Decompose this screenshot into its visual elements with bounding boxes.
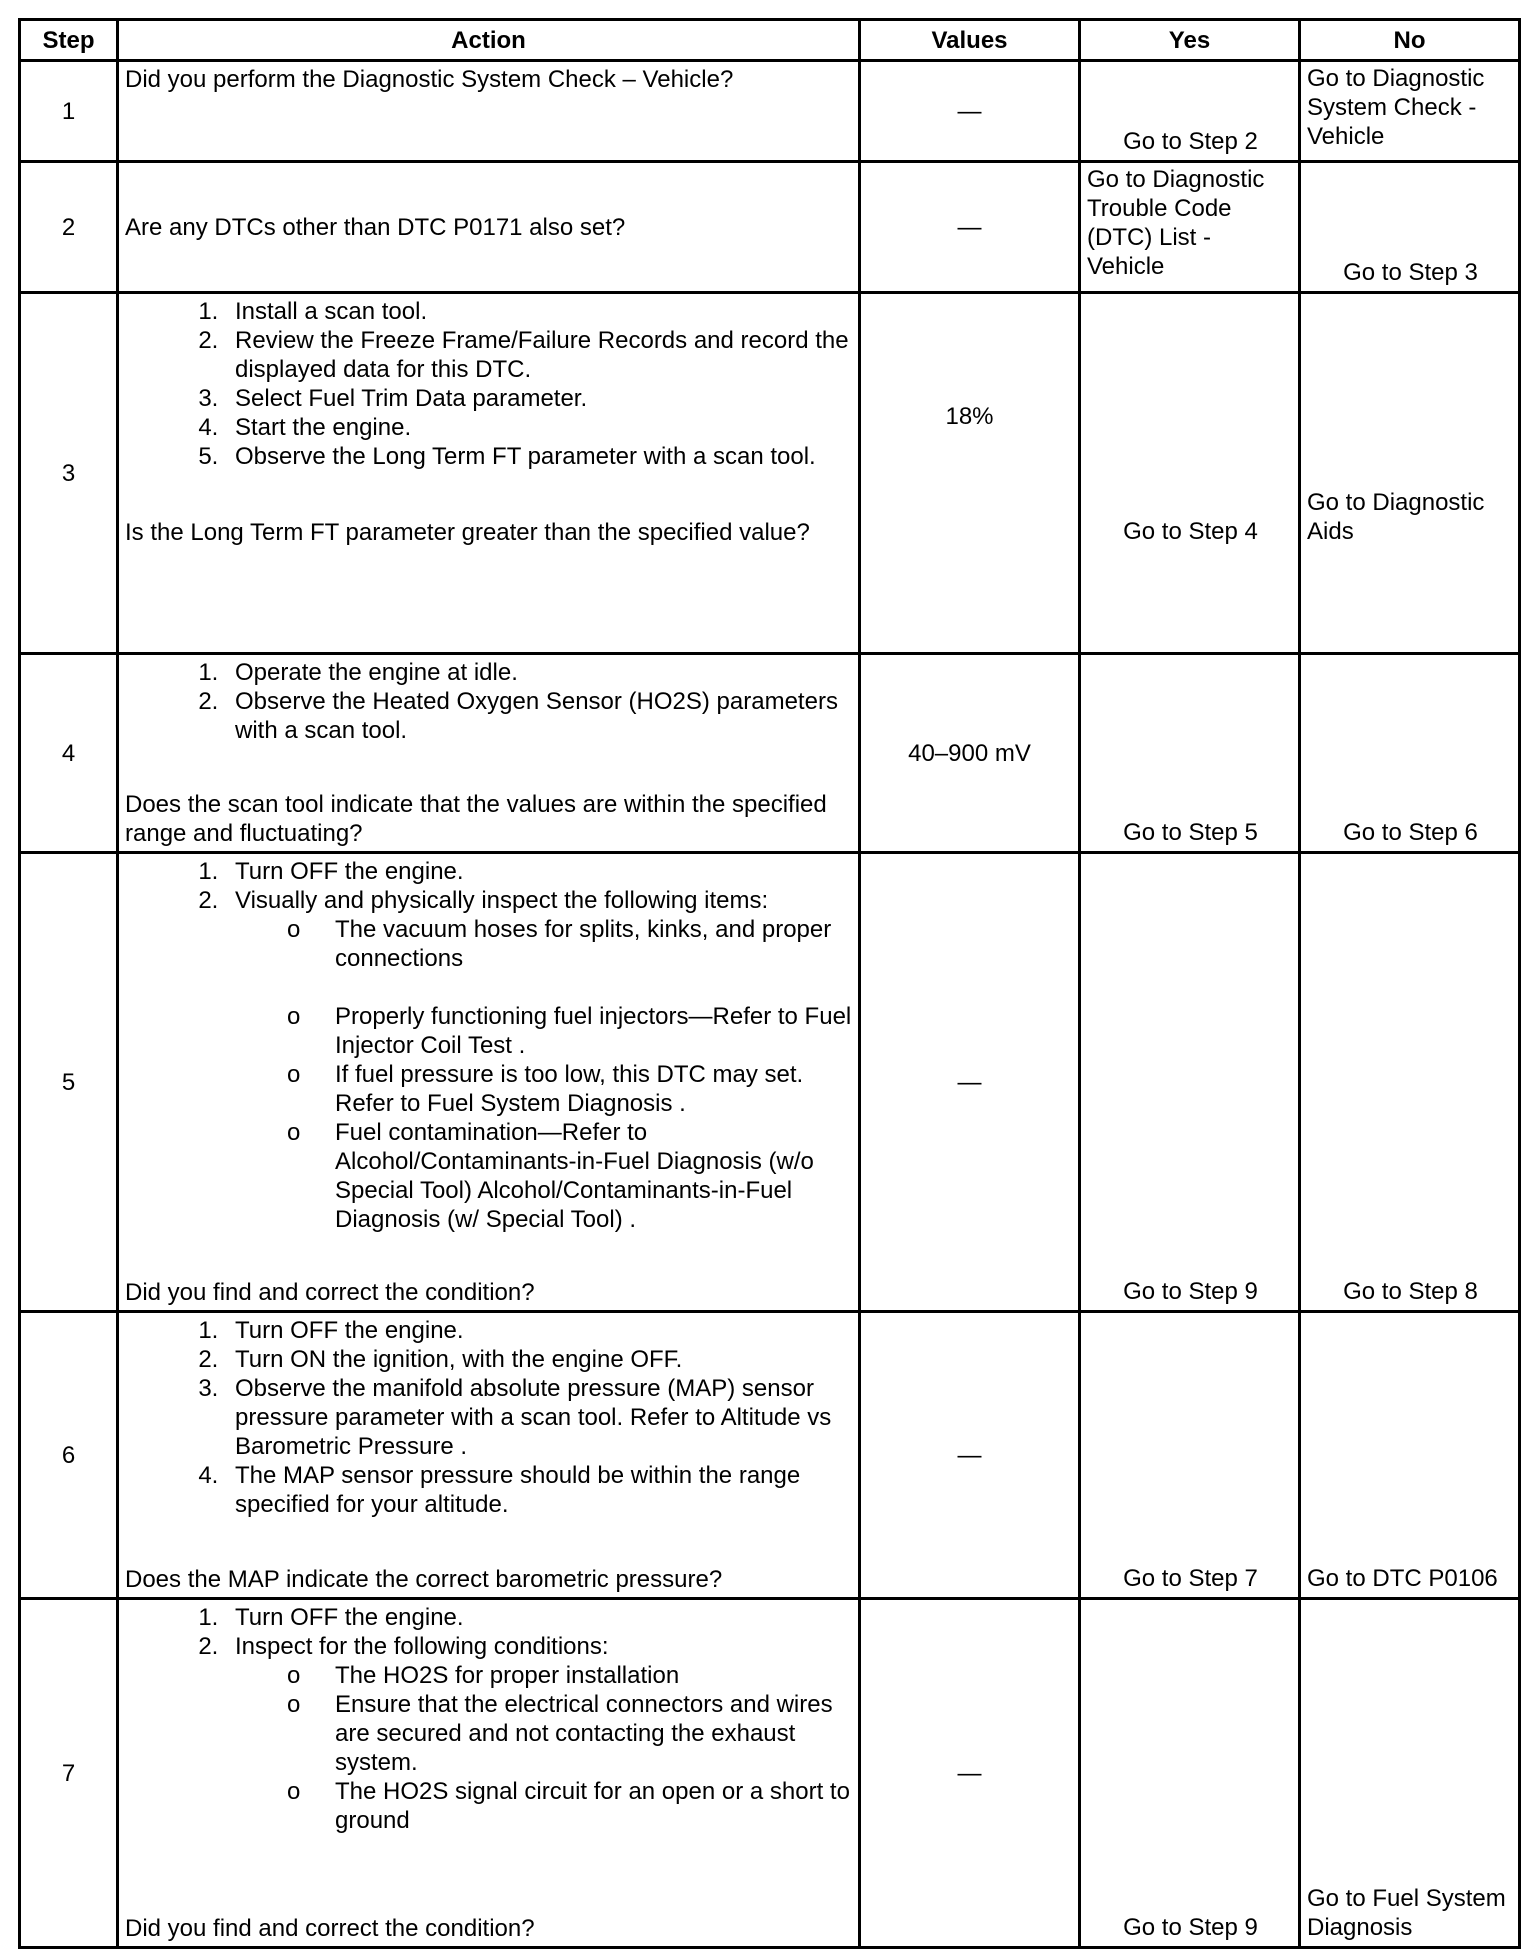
action-subitem: o Properly functioning fuel injectors—Refer to Fuel Injector Coil Test . <box>311 1002 852 1060</box>
no-link[interactable]: Go to Fuel System Diagnosis <box>1307 1885 1506 1941</box>
header-step: Step <box>20 20 118 61</box>
yes-link[interactable]: Go to Step 9 <box>1123 1278 1258 1305</box>
action-step: 3. Select Fuel Trim Data parameter. <box>225 384 852 413</box>
action-steps <box>125 1603 852 1835</box>
yes-link[interactable]: Go to Step 5 <box>1123 819 1258 846</box>
action-subitem: o The HO2S signal circuit for an open or a short to ground <box>311 1777 852 1835</box>
action-step: 4. Start the engine. <box>225 413 852 442</box>
action-step <box>225 1632 852 1835</box>
step-number: 1 <box>20 61 118 162</box>
action-subitem: o Ensure that the electrical connectors and wires are secured and not contacting the exhaust system. <box>311 1690 852 1777</box>
no-cell <box>1300 61 1520 162</box>
step-number: 6 <box>20 1312 118 1599</box>
no-cell <box>1300 853 1520 1312</box>
step-number: 2 <box>20 162 118 293</box>
action-cell <box>118 853 860 1312</box>
no-link[interactable]: Go to Diagnostic Aids <box>1307 489 1485 545</box>
table-row <box>20 654 1520 853</box>
action-question: Does the MAP indicate the correct barometric pressure? <box>125 1566 723 1593</box>
action-step: 5. Observe the Long Term FT parameter with a scan tool. <box>225 442 852 471</box>
value-cell: — <box>860 1312 1080 1599</box>
step-number: 7 <box>20 1599 118 1948</box>
yes-cell <box>1080 162 1300 293</box>
table-row <box>20 853 1520 1312</box>
action-subitem: o Fuel contamination—Refer to Alcohol/Contaminants-in-Fuel Diagnosis (w/o Special Tool) Alcohol/Contaminants-in-Fuel Diagnosis (w/ Special Tool) . <box>311 1118 852 1234</box>
action-step <box>225 886 852 1234</box>
action-question: Does the scan tool indicate that the values are within the specified range and fluctuating? <box>125 791 827 847</box>
yes-link[interactable]: Go to Step 7 <box>1123 1565 1258 1592</box>
action-step: 2. Observe the Heated Oxygen Sensor (HO2S) parameters with a scan tool. <box>225 687 852 745</box>
no-cell <box>1300 654 1520 853</box>
yes-cell <box>1080 293 1300 654</box>
no-cell <box>1300 162 1520 293</box>
action-step: 1. Operate the engine at idle. <box>225 658 852 687</box>
step-number: 3 <box>20 293 118 654</box>
action-cell <box>118 654 860 853</box>
no-link[interactable]: Go to Step 6 <box>1343 819 1478 846</box>
action-subitem: o The vacuum hoses for splits, kinks, and proper connections <box>311 915 852 973</box>
action-step-text: Visually and physically inspect the following items: <box>235 887 769 914</box>
action-cell <box>118 1312 860 1599</box>
no-cell <box>1300 1312 1520 1599</box>
action-question: Did you find and correct the condition? <box>125 1915 535 1942</box>
action-steps <box>125 658 852 745</box>
yes-link[interactable]: Go to Diagnostic Trouble Code (DTC) List - Vehicle <box>1087 166 1265 280</box>
diagnostic-table-container <box>18 18 1518 1949</box>
action-subitem: o The HO2S for proper installation <box>311 1661 852 1690</box>
action-step: 1. Install a scan tool. <box>225 297 852 326</box>
action-cell <box>118 293 860 654</box>
yes-cell <box>1080 853 1300 1312</box>
value-cell: — <box>860 853 1080 1312</box>
yes-link[interactable]: Go to Step 2 <box>1123 128 1258 155</box>
no-cell <box>1300 1599 1520 1948</box>
action-step: 1. Turn OFF the engine. <box>225 1603 852 1632</box>
table-row <box>20 1312 1520 1599</box>
yes-cell <box>1080 1599 1300 1948</box>
action-step: 4. The MAP sensor pressure should be within the range specified for your altitude. <box>225 1461 852 1519</box>
action-question: Are any DTCs other than DTC P0171 also set? <box>125 213 626 241</box>
no-cell <box>1300 293 1520 654</box>
action-steps <box>125 297 852 471</box>
diagnostic-table <box>18 18 1521 1949</box>
value-cell: 18% <box>860 293 1080 654</box>
header-no: No <box>1300 20 1520 61</box>
action-step-text: Inspect for the following conditions: <box>235 1633 609 1660</box>
action-step: 1. Turn OFF the engine. <box>225 1316 852 1345</box>
table-row <box>20 1599 1520 1948</box>
step-number: 4 <box>20 654 118 853</box>
no-link[interactable]: Go to Diagnostic System Check - Vehicle <box>1307 65 1485 150</box>
value-cell: — <box>860 1599 1080 1948</box>
table-row <box>20 61 1520 162</box>
value-cell: — <box>860 162 1080 293</box>
no-link[interactable]: Go to Step 8 <box>1343 1278 1478 1305</box>
action-question: Is the Long Term FT parameter greater than the specified value? <box>125 519 810 546</box>
action-question: Did you find and correct the condition? <box>125 1279 535 1306</box>
action-step: 1. Turn OFF the engine. <box>225 857 852 886</box>
header-values: Values <box>860 20 1080 61</box>
step-number: 5 <box>20 853 118 1312</box>
header-yes: Yes <box>1080 20 1300 61</box>
action-step: 3. Observe the manifold absolute pressure (MAP) sensor pressure parameter with a scan tool. Refer to Altitude vs Barometric Pressure . <box>225 1374 852 1461</box>
header-action: Action <box>118 20 860 61</box>
no-link[interactable]: Go to Step 3 <box>1343 259 1478 286</box>
action-subitem: o If fuel pressure is too low, this DTC may set. Refer to Fuel System Diagnosis . <box>311 1060 852 1118</box>
yes-cell <box>1080 61 1300 162</box>
yes-link[interactable]: Go to Step 9 <box>1123 1914 1258 1941</box>
action-cell <box>118 1599 860 1948</box>
yes-cell <box>1080 1312 1300 1599</box>
no-link[interactable]: Go to DTC P0106 <box>1307 1565 1498 1592</box>
action-cell <box>118 61 860 162</box>
action-cell <box>118 162 860 293</box>
table-row <box>20 162 1520 293</box>
action-question: Did you perform the Diagnostic System Check – Vehicle? <box>125 66 734 93</box>
action-step: 2. Turn ON the ignition, with the engine OFF. <box>225 1345 852 1374</box>
action-subitems <box>235 915 852 1234</box>
yes-cell <box>1080 654 1300 853</box>
value-cell: — <box>860 61 1080 162</box>
table-row <box>20 293 1520 654</box>
yes-link[interactable]: Go to Step 4 <box>1123 518 1258 545</box>
action-subitems <box>235 1661 852 1835</box>
action-steps <box>125 857 852 1234</box>
header-row <box>20 20 1520 61</box>
action-step: 2. Review the Freeze Frame/Failure Records and record the displayed data for this DTC. <box>225 326 852 384</box>
value-cell: 40–900 mV <box>860 654 1080 853</box>
action-steps <box>125 1316 852 1519</box>
